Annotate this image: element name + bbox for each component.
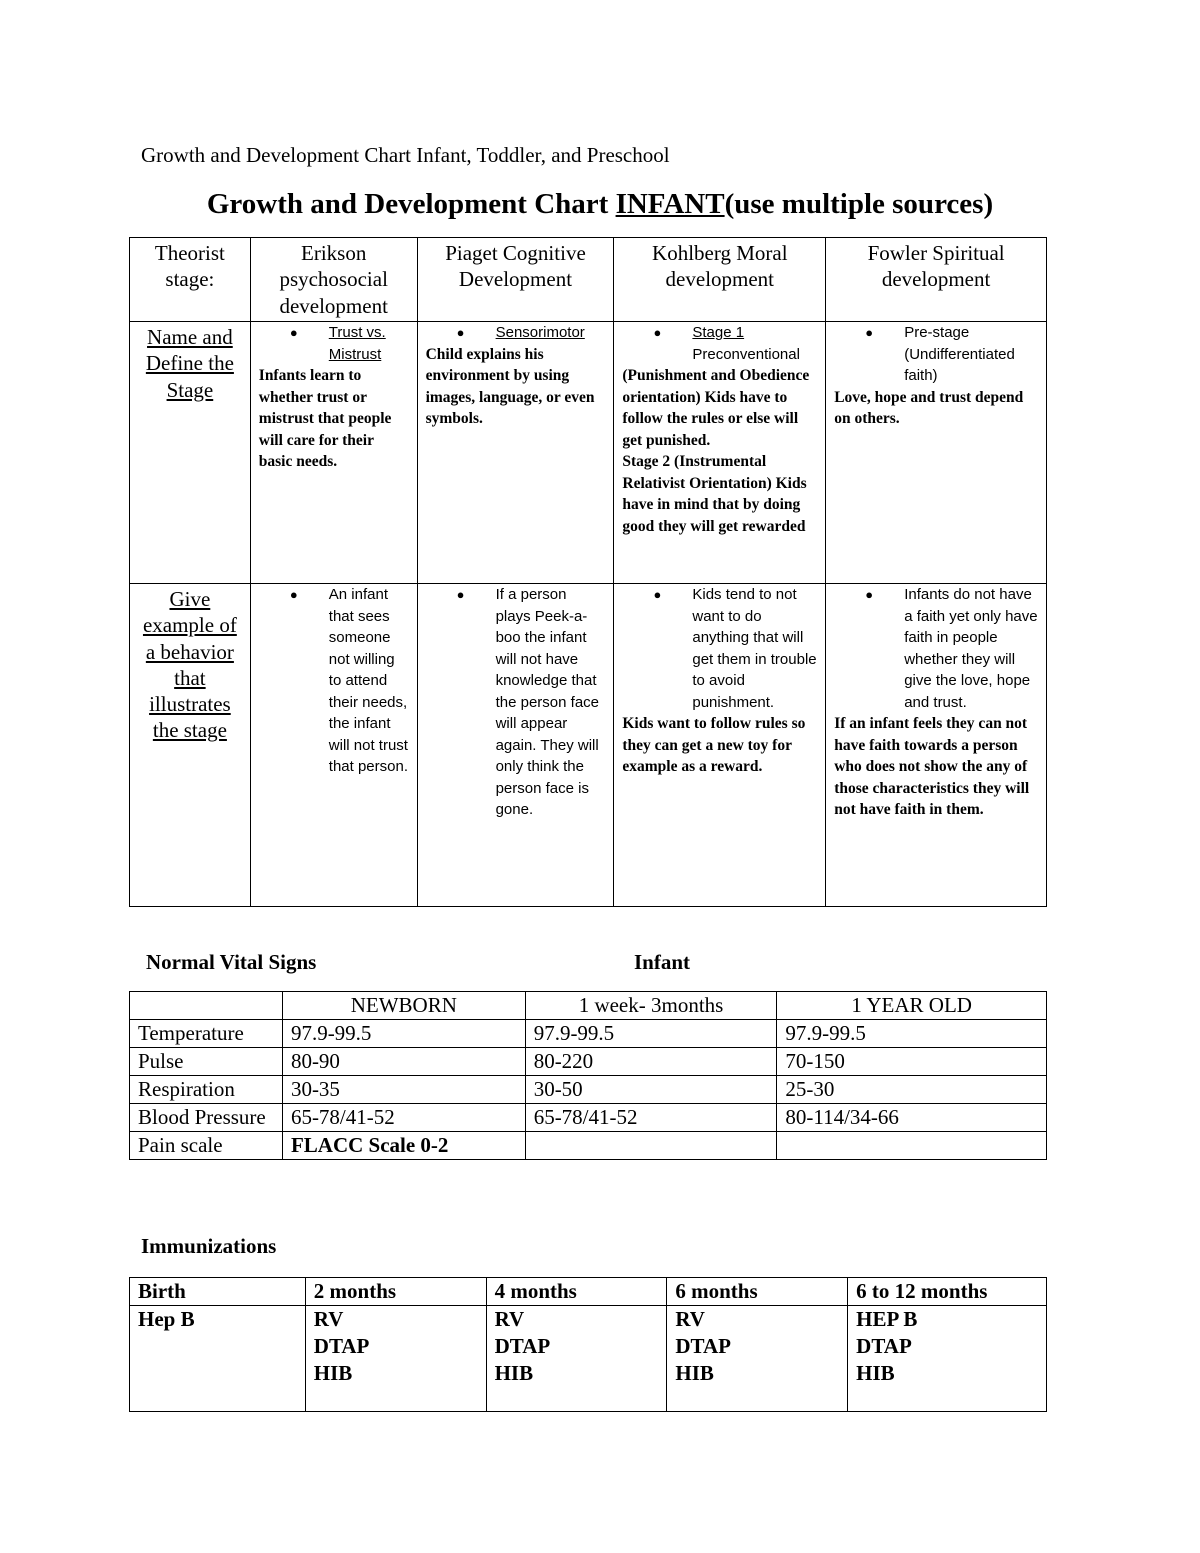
table-row [130,1132,1047,1160]
erikson-stage-definition: Infants learn to whether trust or mistrust that people will care for their basic needs. [258,367,392,470]
vitals-cell: 97.9-99.5 [777,1020,1047,1048]
list-item [834,322,1038,387]
vitals-cell [525,1132,777,1160]
imm-header-6-months: 6 months [667,1278,848,1306]
piaget-stage-name: Sensorimotor [495,324,585,341]
vital-signs-table [129,991,1047,1160]
list-item [622,584,817,713]
development-table [129,237,1047,907]
list-item [426,322,606,344]
header-theorist-stage: Theorist stage: [130,238,251,322]
table-row [130,1104,1047,1132]
table-row [130,1076,1047,1104]
piaget-stage-cell [417,322,614,584]
vaccine-item: DTAP [675,1334,731,1358]
immunizations-label: Immunizations [141,1234,277,1258]
vaccine-item: DTAP [494,1334,551,1358]
imm-header-6-to-12-months: 6 to 12 months [848,1278,1047,1306]
header-fowler: Fowler Spiritual development [826,238,1047,322]
kohlberg-example-2: Kids want to follow rules so they can get a new toy for example as a reward. [622,715,806,775]
table-header-row [130,1278,1047,1306]
infant-label: Infant [634,950,691,974]
vaccine-item: DTAP [313,1334,370,1358]
row-label-example: Give example of a behavior that illustrates the stage [130,584,251,907]
vitals-row-label: Blood Pressure [130,1104,283,1132]
bullet-icon: ● [456,587,465,602]
list-item [426,584,606,821]
kohlberg-stage-definition: (Punishment and Obedience orientation) Kids have to follow the rules or else will get punished. [622,367,810,449]
imm-header-2-months: 2 months [305,1278,486,1306]
imm-4-months-cell [486,1306,667,1412]
table-row [130,584,1047,907]
vitals-cell: 80-220 [525,1048,777,1076]
document-header: Growth and Development Chart Infant, Toddler, and Preschool [141,143,670,167]
vitals-cell: 25-30 [777,1076,1047,1104]
kohlberg-example: Kids tend to not want to do anything that will get them in trouble to avoid punishment. [692,586,817,711]
vaccine-item: RV [494,1307,525,1331]
row-label-name-define: Name and Define the Stage [130,322,251,584]
imm-birth-cell: Hep B [130,1306,306,1412]
vitals-row-label: Pulse [130,1048,283,1076]
fowler-example-2: If an infant feels they can not have faith towards a person who does not show the any of those characteristics they will not have faith in them. [834,715,1030,818]
erikson-example-cell [250,584,417,907]
bullet-icon: ● [456,325,465,340]
vitals-cell: 97.9-99.5 [282,1020,525,1048]
vaccine-item: DTAP [856,1334,912,1358]
bullet-icon: ● [289,325,298,340]
vaccine-item: HEP B [856,1307,918,1331]
imm-6-to-12-months-cell [848,1306,1047,1412]
fowler-stage-definition: Love, hope and trust depend on others. [834,388,1024,427]
table-row [130,1306,1047,1412]
imm-header-birth: Birth [130,1278,306,1306]
vitals-cell: 65-78/41-52 [282,1104,525,1132]
table-header-row [130,238,1047,322]
imm-2-months-cell [305,1306,486,1412]
vitals-cell: 70-150 [777,1048,1047,1076]
vaccine-item: RV [675,1307,705,1331]
bullet-icon: ● [865,325,874,340]
bullet-icon: ● [289,587,298,602]
title-infant: INFANT [615,188,725,220]
list-item [259,584,409,778]
bullet-icon: ● [865,587,874,602]
kohlberg-stage2-definition: Stage 2 (Instrumental Relativist Orientation) Kids have in mind that by doing good they will get rewarded [622,453,807,535]
imm-header-4-months: 4 months [486,1278,667,1306]
fowler-example-cell [826,584,1047,907]
bullet-icon: ● [653,325,662,340]
header-piaget: Piaget Cognitive Development [417,238,614,322]
piaget-example: If a person plays Peek-a-boo the infant will not have knowledge that the person face will appear again. They will only think the person face is gone. [495,586,599,818]
vitals-header-blank [130,992,283,1020]
table-header-row [130,992,1047,1020]
list-item [259,322,409,365]
vital-signs-label: Normal Vital Signs [146,950,317,974]
erikson-example: An infant that sees someone not willing to attend their needs, the infant will not trust that person. [328,586,408,775]
fowler-stage-name: Pre-stage (Undifferentiated faith) [904,324,1015,384]
piaget-stage-definition: Child explains his environment by using images, language, or even symbols. [425,345,595,427]
kohlberg-example-cell [614,584,826,907]
table-row [130,1048,1047,1076]
vaccine-item: HIB [675,1361,714,1385]
vitals-cell: 30-50 [525,1076,777,1104]
vitals-cell: 97.9-99.5 [525,1020,777,1048]
table-row [130,1020,1047,1048]
header-erikson: Erikson psychosocial development [250,238,417,322]
imm-6-months-cell [667,1306,848,1412]
fowler-example: Infants do not have a faith yet only have faith in people whether they will give the love, hope and trust. [904,586,1038,711]
vitals-cell: 80-90 [282,1048,525,1076]
vitals-cell [777,1132,1047,1160]
vitals-header-newborn: NEWBORN [282,992,525,1020]
bullet-icon: ● [653,587,662,602]
immunizations-table [129,1277,1047,1412]
vaccine-item: HIB [494,1361,534,1385]
vaccine-item: RV [313,1307,344,1331]
list-item [622,322,817,365]
page-title [0,188,1200,221]
vitals-header-1-week-3-months: 1 week- 3months [525,992,777,1020]
vitals-cell: 80-114/34-66 [777,1104,1047,1132]
title-prefix: Growth and Development Chart [206,188,616,220]
vaccine-item: HIB [313,1361,353,1385]
kohlberg-stage-name: Stage 1 [692,324,745,341]
list-item [834,584,1038,713]
vitals-cell: 30-35 [282,1076,525,1104]
vitals-row-label: Temperature [130,1020,283,1048]
title-suffix: (use multiple sources) [724,188,994,220]
erikson-stage-cell [250,322,417,584]
vitals-header-1-year-old: 1 YEAR OLD [777,992,1047,1020]
table-row [130,322,1047,584]
vitals-row-label: Pain scale [130,1132,283,1160]
vitals-cell: 65-78/41-52 [525,1104,777,1132]
vitals-row-label: Respiration [130,1076,283,1104]
erikson-stage-name: Trust vs. Mistrust [328,324,386,363]
kohlberg-stage-text [692,322,817,365]
piaget-example-cell [417,584,614,907]
header-kohlberg: Kohlberg Moral development [614,238,826,322]
fowler-stage-cell [826,322,1047,584]
vitals-cell: FLACC Scale 0-2 [282,1132,525,1160]
kohlberg-stage-cell [614,322,826,584]
kohlberg-level: Preconventional [692,345,800,363]
vaccine-item: HIB [856,1361,895,1385]
